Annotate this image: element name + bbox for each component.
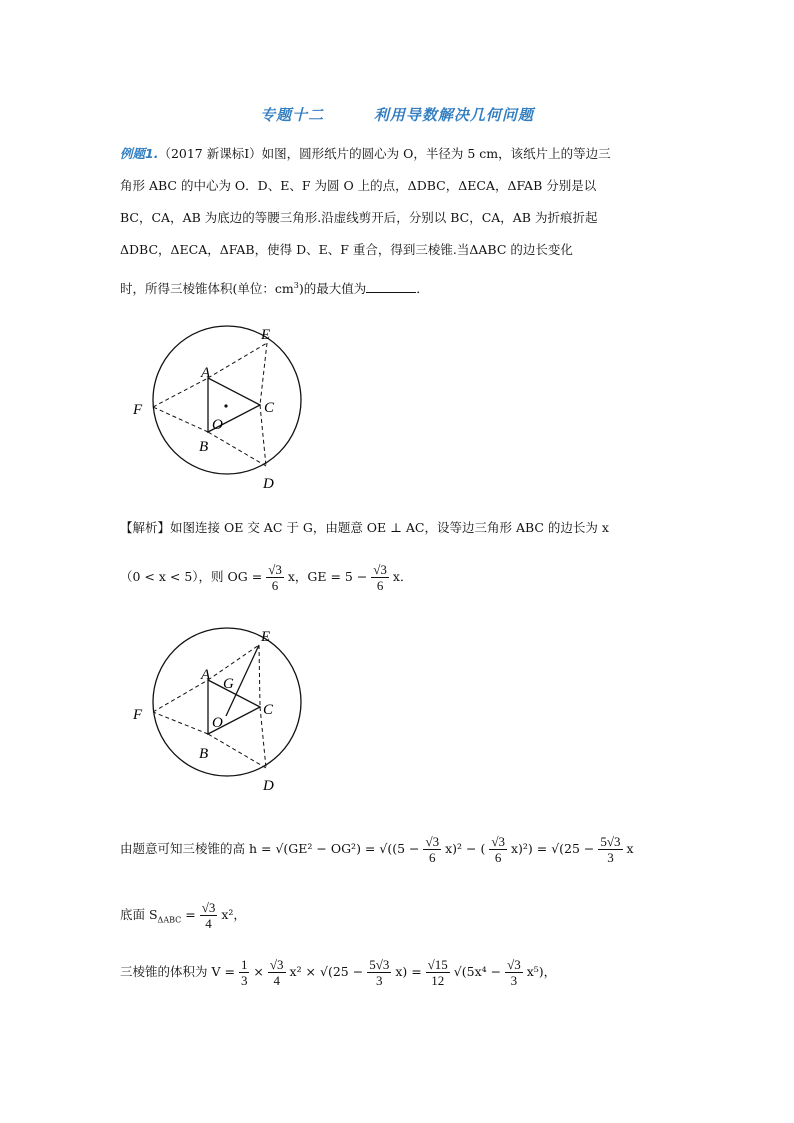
volume-formula: 三棱锥的体积为 V = $\frac{1}{3}$ × $\frac{√3}{4}$ x² × √(25 − $\frac{5√3}{3}$ x) = $\frac{√15}{12}$ √(5x⁴ − $\frac{√3}{3}$ x⁵)， [120, 957, 557, 988]
label-a: A [201, 365, 211, 381]
problem-line-2: 角形 ABC 的中心为 O．D、E、F 为圆 O 上的点，ΔDBC，ΔECA，ΔFAB 分别是以 [120, 178, 597, 193]
label-g: G [223, 676, 234, 692]
answer-blank [366, 280, 416, 293]
fraction-1-over-3: $\frac{1}{3}$ [240, 957, 248, 988]
label-c: C [264, 400, 275, 416]
page-title: 专题十二 利用导数解决几何问题 [260, 106, 534, 124]
fraction-sqrt3-over-4: $\frac{√3}{4}$ [269, 957, 284, 988]
label-o: O [212, 417, 223, 433]
paper-circle [153, 326, 301, 474]
fraction-sqrt3-over-3: $\frac{√3}{3}$ [507, 957, 521, 988]
figure-1 [125, 318, 325, 498]
problem-line-5: 时，所得三棱锥体积(单位：$cm^3$)的最大值为 ． [120, 281, 429, 297]
label-e: E [261, 327, 271, 343]
problem-line-4: ΔDBC，ΔECA，ΔFAB，使得 D、E、F 重合，得到三棱锥.当ΔABC 的边长变化 [120, 242, 573, 257]
fraction-sqrt3-over-6: $\frac{√3}{6}$ [268, 562, 282, 593]
fraction-5sqrt3-over-3: $\frac{5√3}{3}$ [369, 957, 390, 988]
label-e: E [261, 629, 271, 645]
label-f: F [133, 402, 143, 418]
fraction-sqrt3-over-6: $\frac{√3}{6}$ [373, 562, 387, 593]
label-c: C [263, 702, 274, 718]
label-b: B [199, 439, 209, 455]
figure-2 [125, 620, 325, 800]
solution-line-2: （0 < x < 5），则 OG = $\frac{√3}{6}$ x，GE = 5 − $\frac{√3}{6}$ x． [120, 562, 413, 593]
label-a: A [201, 667, 211, 683]
fraction-sqrt15-over-12: $\frac{√15}{12}$ [427, 957, 448, 988]
center-dot [224, 404, 227, 407]
fraction-sqrt3-over-4: $\frac{√3}{4}$ [201, 900, 216, 931]
label-d: D [263, 778, 274, 794]
height-formula: 由题意可知三棱锥的高 h = √(GE² − OG²) = √((5 − $\frac{√3}{6}$ x)² − ( $\frac{√3}{6}$ x)²) = √(25 − $\frac{5√3}{3}$ x [120, 834, 634, 865]
example-tag: 例题1. [120, 146, 159, 161]
paper-circle [153, 628, 301, 776]
problem-line-3: BC，CA，AB 为底边的等腰三角形.沿虚线剪开后，分别以 BC，CA，AB 为折痕折起 [120, 210, 598, 225]
fraction-sqrt3-over-6: $\frac{√3}{6}$ [425, 834, 440, 865]
solution-line-1: 【解析】如图连接 OE 交 AC 于 G，由题意 OE ⊥ AC，设等边三角形 ABC 的边长为 x [120, 520, 609, 535]
problem-line-1: 例题1.（2017 新课标Ⅰ）如图，圆形纸片的圆心为 O，半径为 5 cm，该纸片上的等边三 [120, 146, 611, 161]
base-area-formula: 底面 $S_{\Delta ABC}$ = $\frac{√3}{4}$ x²， [120, 900, 246, 931]
label-o: O [212, 715, 223, 731]
label-f: F [133, 707, 143, 723]
label-d: D [263, 476, 274, 492]
fraction-sqrt3-over-6: $\frac{√3}{6}$ [491, 834, 505, 865]
label-b: B [199, 746, 209, 762]
fraction-5sqrt3-over-3: $\frac{5√3}{3}$ [600, 834, 621, 865]
solution-tag: 【解析】 [120, 520, 171, 535]
